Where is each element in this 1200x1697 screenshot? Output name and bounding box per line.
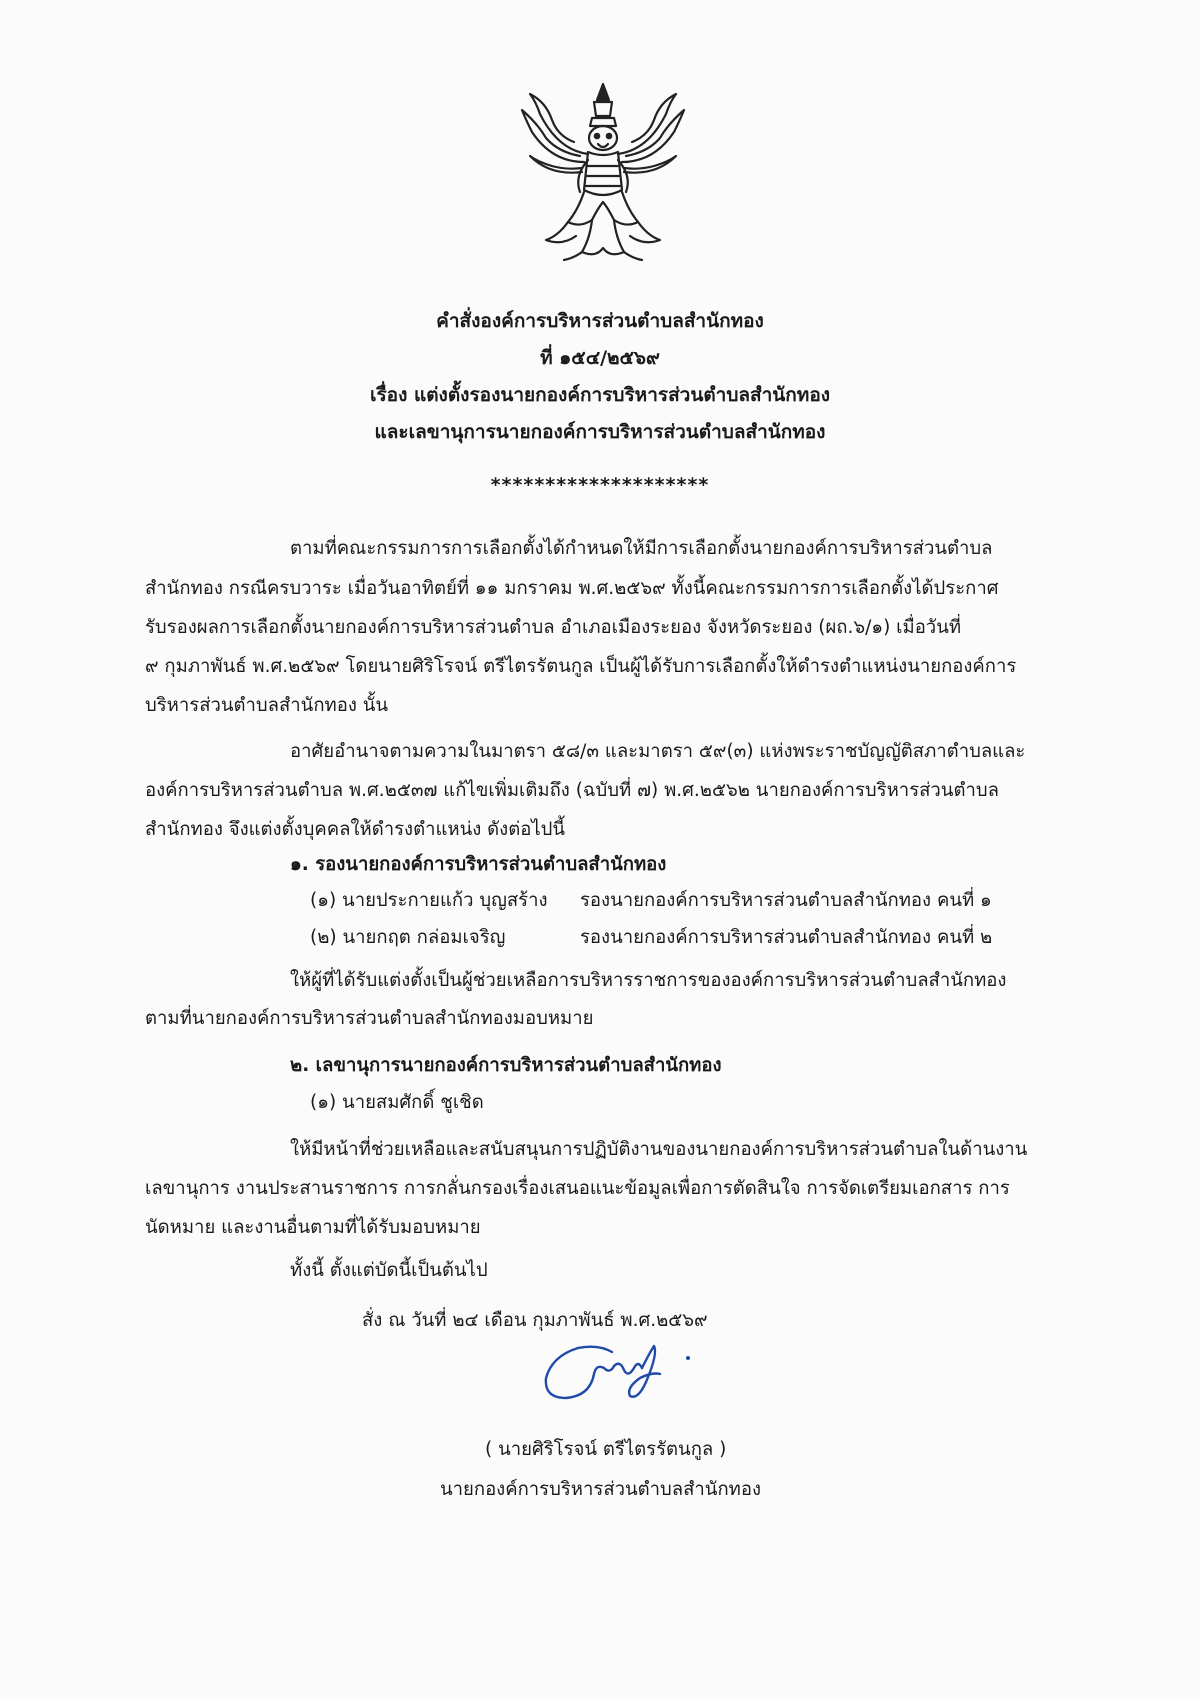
- paragraph-1-line-2: สำนักทอง กรณีครบวาระ เมื่อวันอาทิตย์ที่ ๑๑ มกราคม พ.ศ.๒๕๖๙ ทั้งนี้คณะกรรมการการเลือกตั้งได้ประกาศ: [145, 578, 999, 599]
- paragraph-2-line-2: องค์การบริหารส่วนตำบล พ.ศ.๒๕๓๗ แก้ไขเพิ่มเติมถึง (ฉบับที่ ๗) พ.ศ.๒๕๖๒ นายกองค์การบริหารส่วนตำบล: [145, 780, 999, 801]
- order-title: คำสั่งองค์การบริหารส่วนตำบลสำนักทอง: [436, 310, 764, 332]
- section-2-heading: ๒. เลขานุการนายกองค์การบริหารส่วนตำบลสำนักทอง: [290, 1055, 722, 1076]
- appointee-2-name: (๒) นายกฤต กล่อมเจริญ: [310, 927, 506, 948]
- order-subject-line-1: เรื่อง แต่งตั้งรองนายกองค์การบริหารส่วนตำบลสำนักทอง: [369, 384, 831, 406]
- secretary-name: (๑) นายสมศักดิ์ ชูเชิด: [310, 1092, 484, 1113]
- paragraph-2-line-3: สำนักทอง จึงแต่งตั้งบุคคลให้ดำรงตำแหน่ง ดังต่อไปนี้: [145, 819, 566, 840]
- paragraph-1-line-5: บริหารส่วนตำบลสำนักทอง นั้น: [145, 695, 389, 716]
- handwritten-signature: [538, 1338, 698, 1408]
- signatory-position: นายกองค์การบริหารส่วนตำบลสำนักทอง: [440, 1479, 761, 1500]
- effective-statement: ทั้งนี้ ตั้งแต่บัดนี้เป็นต้นไป: [290, 1260, 488, 1281]
- separator: ********************: [490, 474, 710, 496]
- paragraph-1-line-3: รับรองผลการเลือกตั้งนายกองค์การบริหารส่วนตำบล อำเภอเมืองระยอง จังหวัดระยอง (ผถ.๖/๑) เมื่อวันที่: [145, 617, 962, 638]
- paragraph-1-line-4: ๙ กุมภาพันธ์ พ.ศ.๒๕๖๙ โดยนายศิริโรจน์ ตรีไตรรัตนกูล เป็นผู้ได้รับการเลือกตั้งให้ดำรงตำแหน่งนายกองค์การ: [145, 656, 1017, 677]
- section-1-heading: ๑. รองนายกองค์การบริหารส่วนตำบลสำนักทอง: [290, 854, 667, 875]
- paragraph-2-line-1: อาศัยอำนาจตามความในมาตรา ๕๘/๓ และมาตรา ๕๙(๓) แห่งพระราชบัญญัติสภาตำบลและ: [290, 741, 1026, 762]
- order-date: สั่ง ณ วันที่ ๒๔ เดือน กุมภาพันธ์ พ.ศ.๒๕๖๙: [362, 1310, 708, 1331]
- garuda-emblem-icon: [518, 80, 688, 265]
- section-2-duty-line-1: ให้มีหน้าที่ช่วยเหลือและสนับสนุนการปฏิบัติงานของนายกองค์การบริหารส่วนตำบลในด้านงาน: [290, 1139, 1028, 1160]
- appointee-2-position: รองนายกองค์การบริหารส่วนตำบลสำนักทอง คนที่ ๒: [580, 927, 993, 948]
- appointee-1-position: รองนายกองค์การบริหารส่วนตำบลสำนักทอง คนที่ ๑: [580, 890, 992, 911]
- section-2-duty-line-3: นัดหมาย และงานอื่นตามที่ได้รับมอบหมาย: [145, 1217, 481, 1238]
- signatory-name: ( นายศิริโรจน์ ตรีไตรรัตนกูล ): [485, 1439, 727, 1460]
- order-subject-line-2: และเลขานุการนายกองค์การบริหารส่วนตำบลสำนักทอง: [374, 421, 826, 443]
- section-1-duty-line-1: ให้ผู้ที่ได้รับแต่งตั้งเป็นผู้ช่วยเหลือการบริหารราชการขององค์การบริหารส่วนตำบลสำนักทอง: [290, 970, 1007, 991]
- section-2-duty-line-2: เลขานุการ งานประสานราชการ การกลั่นกรองเรื่องเสนอแนะข้อมูลเพื่อการตัดสินใจ การจัดเตรียมเอกสาร การ: [145, 1178, 1010, 1199]
- paragraph-1-line-1: ตามที่คณะกรรมการการเลือกตั้งได้กำหนดให้มีการเลือกตั้งนายกองค์การบริหารส่วนตำบล: [290, 538, 993, 559]
- order-number: ที่ ๑๕๔/๒๕๖๙: [540, 347, 660, 369]
- appointee-1-name: (๑) นายประกายแก้ว บุญสร้าง: [310, 890, 548, 911]
- section-1-duty-line-2: ตามที่นายกองค์การบริหารส่วนตำบลสำนักทองมอบหมาย: [145, 1008, 594, 1029]
